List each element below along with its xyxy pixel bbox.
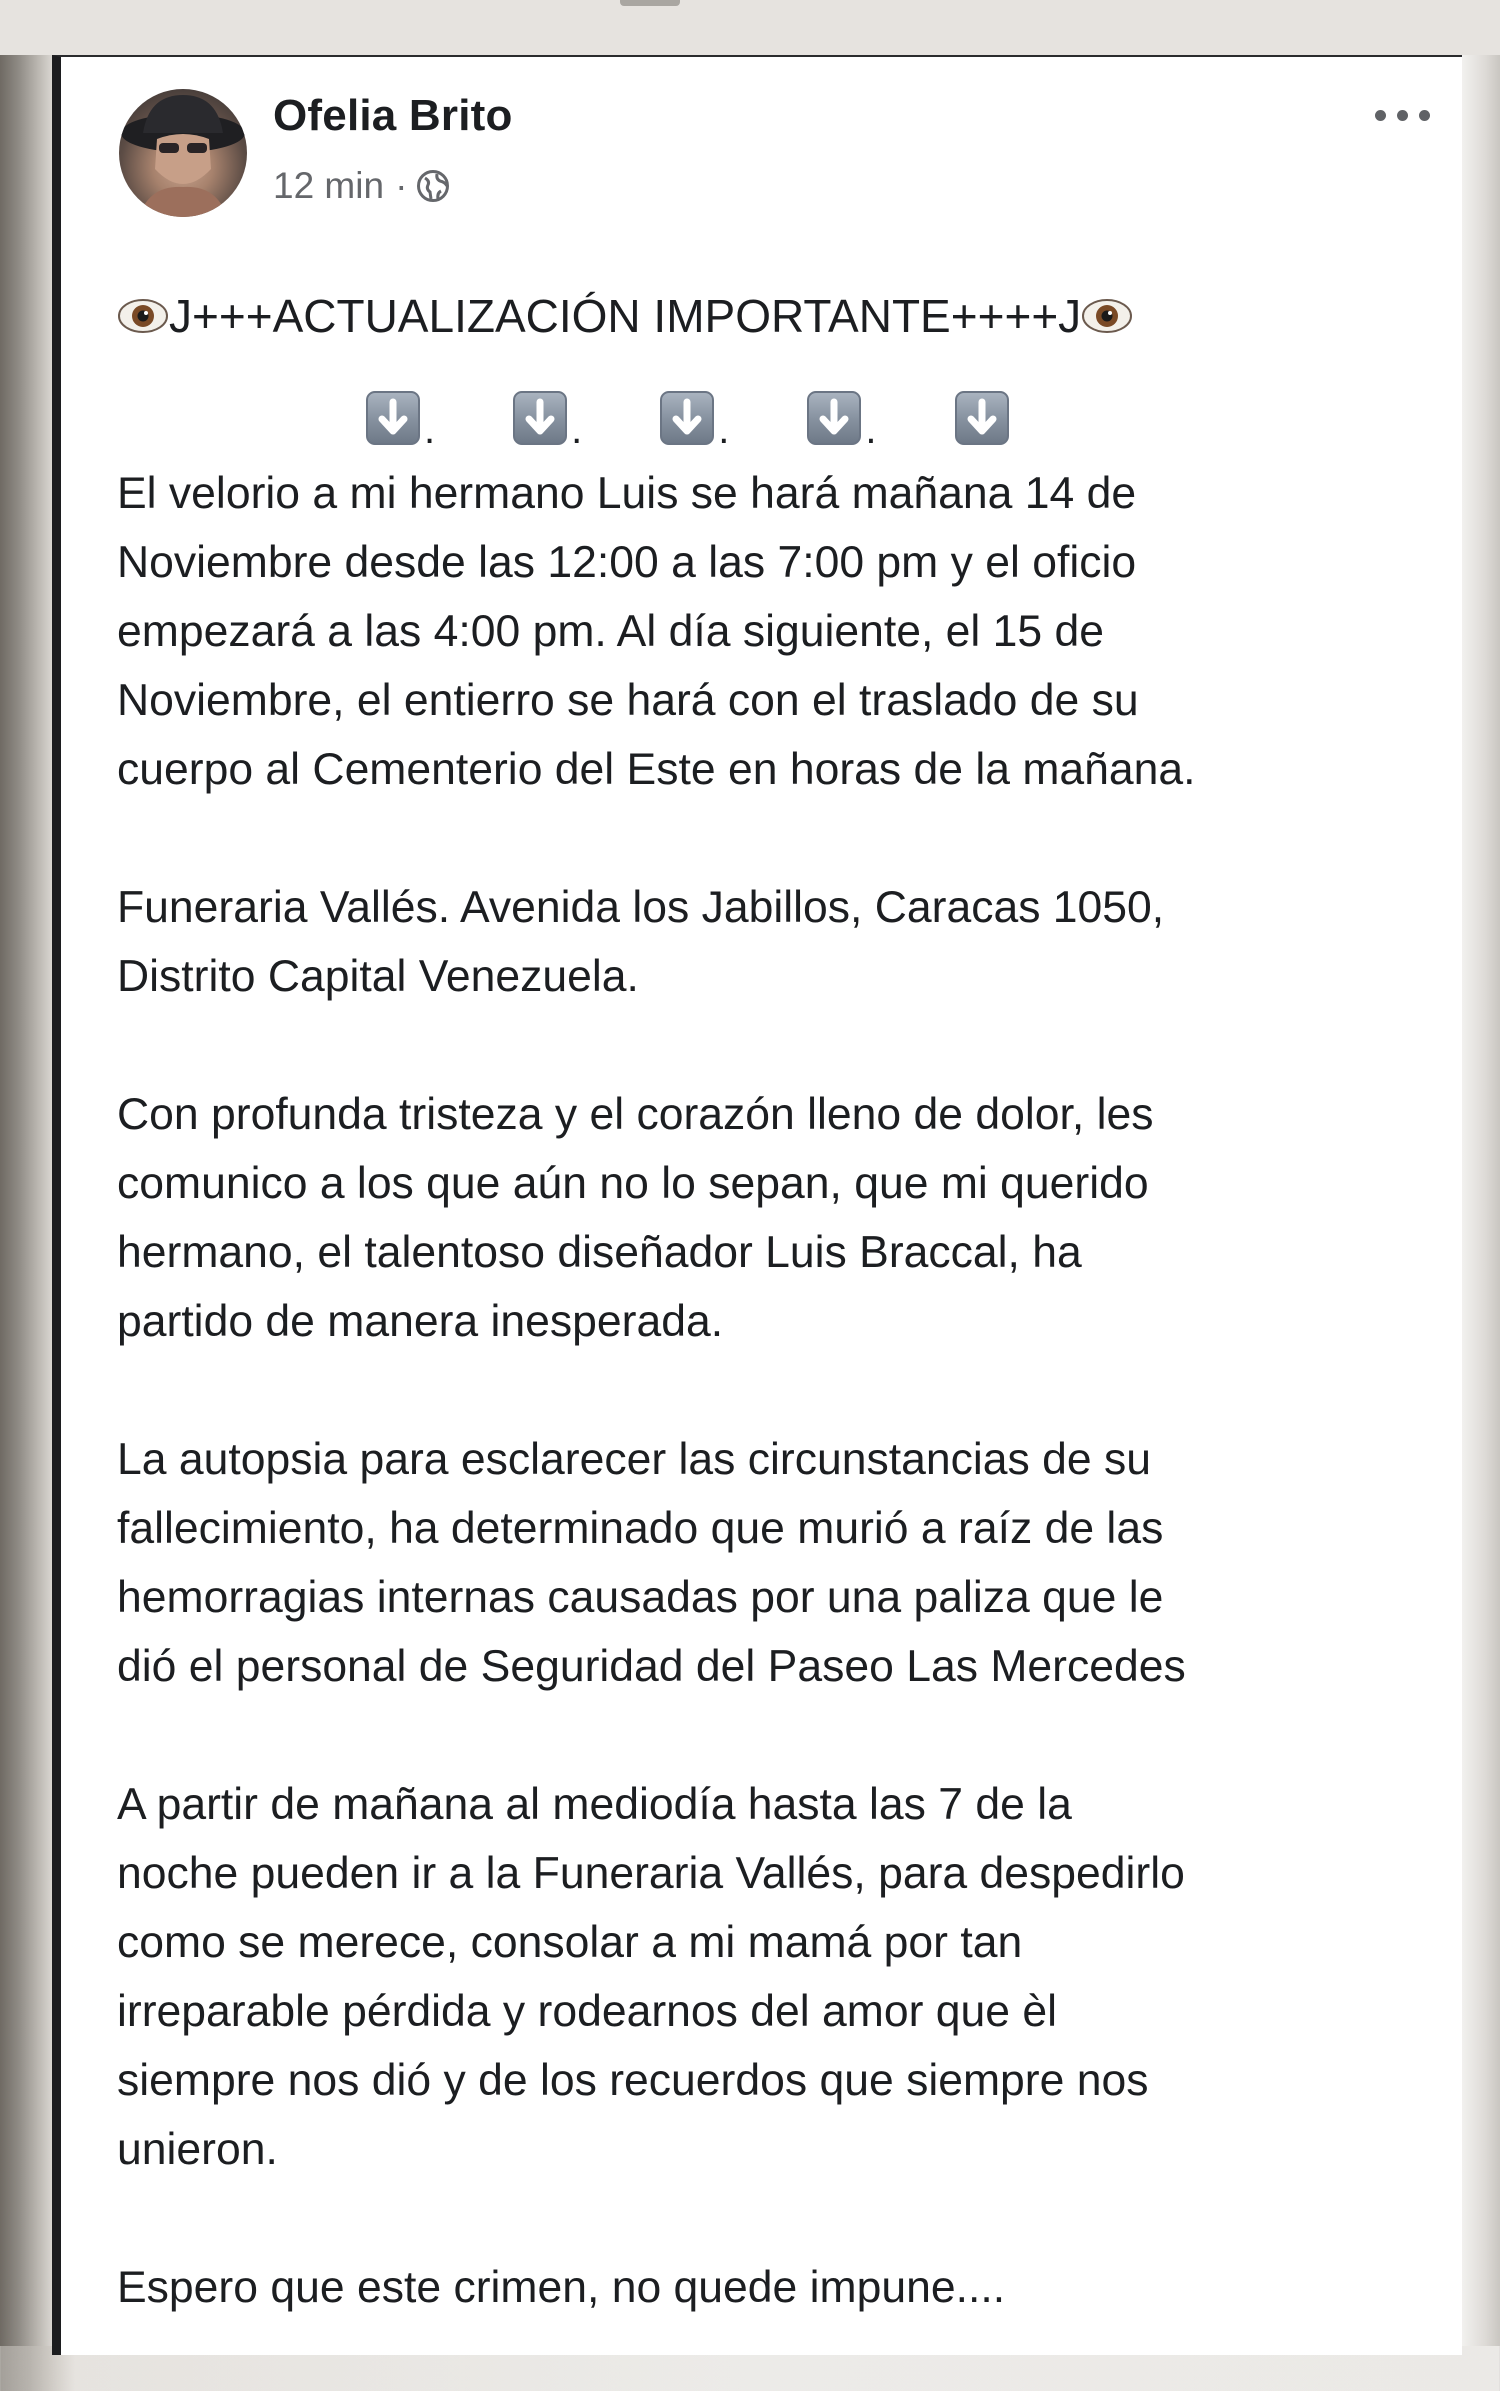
globe-icon[interactable] (416, 169, 450, 203)
arrow-period: . (865, 408, 877, 452)
down-arrow-item (807, 391, 877, 452)
left-shadow (0, 55, 52, 2346)
down-arrow-icon (807, 391, 861, 445)
post-paragraph: El velorio a mi hermano Luis se hará mañana 14 de Noviembre desde las 12:00 a las 7:00 pm y el oficio empezará a las 4:00 pm. Al día siguiente, el 15 de Noviembre, el entierro se hará con el traslado de su cuerpo al Cementerio del Este en horas de la mañana. (117, 469, 1196, 794)
down-arrow-icon (955, 391, 1009, 445)
down-arrow-item (955, 391, 1009, 445)
post-meta (273, 165, 450, 207)
post-timestamp[interactable]: 12 min (273, 165, 385, 206)
down-arrow-item (660, 391, 730, 452)
down-arrow-item (513, 391, 583, 452)
author-name[interactable]: Ofelia Brito (273, 91, 513, 140)
post-headline (117, 289, 1457, 343)
notch (620, 0, 680, 6)
down-arrows-row (366, 375, 1087, 452)
screen-top-strip (0, 0, 1500, 55)
arrow-period: . (424, 408, 436, 452)
more-options-icon[interactable] (1361, 95, 1443, 135)
post-paragraph: La autopsia para esclarecer las circunstancias de su fallecimiento, ha determinado que murió a raíz de las hemorragias internas causadas por una paliza que le dió el personal de Seguridad del Paseo Las Mercedes (117, 1435, 1186, 1691)
more-dot (1419, 110, 1430, 121)
right-shadow (1462, 55, 1500, 2346)
arrow-period: . (571, 408, 583, 452)
avatar[interactable] (119, 89, 247, 217)
post-paragraph: Funeraria Vallés. Avenida los Jabillos, Caracas 1050, Distrito Capital Venezuela. (117, 883, 1165, 1001)
eye-icon (117, 293, 169, 339)
down-arrow-icon (513, 391, 567, 445)
more-dot (1375, 110, 1386, 121)
post-body (117, 459, 1462, 2391)
down-arrow-icon (660, 391, 714, 445)
post-card (52, 55, 1462, 2355)
meta-separator: · (395, 165, 408, 206)
more-dot (1397, 110, 1408, 121)
eye-icon (1081, 293, 1133, 339)
headline-text: J+++ACTUALIZACIÓN IMPORTANTE++++J (169, 290, 1082, 342)
down-arrow-icon (366, 391, 420, 445)
post-paragraph: A partir de mañana al mediodía hasta las 7 de la noche pueden ir a la Funeraria Vallés, para despedirlo como se merece, consolar a mi mamá por tan irreparable pérdida y rodearnos del amor que èl siempre nos dió y de los recuerdos que siempre nos unieron. (117, 1780, 1185, 2174)
down-arrow-item (366, 391, 436, 452)
post-paragraph: Con profunda tristeza y el corazón lleno de dolor, les comunico a los que aún no lo sepan, que mi querido hermano, el talentoso diseñador Luis Braccal, ha partido de manera inesperada. (117, 1090, 1154, 1346)
arrow-period: . (718, 408, 730, 452)
post-paragraph: Espero que este crimen, no quede impune.... (117, 2263, 1006, 2312)
